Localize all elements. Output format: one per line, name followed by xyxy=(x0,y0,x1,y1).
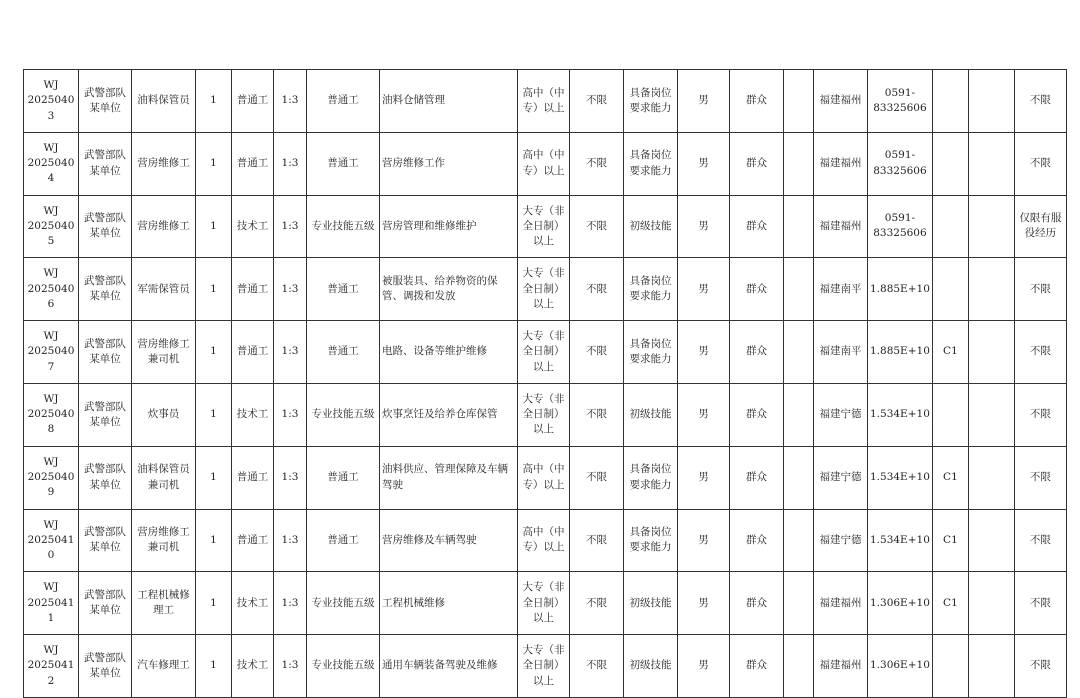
remark-cell: 不限 xyxy=(1014,70,1066,133)
contact-phone-cell: 1.306E+10 xyxy=(868,572,933,635)
work-location-cell: 福建福州 xyxy=(814,132,868,195)
worker-category-cell: 技术工 xyxy=(232,195,274,258)
position-code-cell: WJ 20250411 xyxy=(24,572,79,635)
driver-license-cell: C1 xyxy=(932,509,968,572)
driver-license-cell: C1 xyxy=(932,446,968,509)
worker-category-cell: 普通工 xyxy=(232,509,274,572)
hiring-count-cell: 1 xyxy=(196,635,232,698)
exam-ratio-cell: 1:3 xyxy=(274,195,307,258)
post-name-cell: 营房维修工 兼司机 xyxy=(132,509,196,572)
position-code-cell: WJ 20250407 xyxy=(24,321,79,384)
department-cell: 武警部队 某单位 xyxy=(79,70,132,133)
department-cell: 武警部队 某单位 xyxy=(79,509,132,572)
position-code-cell: WJ 20250405 xyxy=(24,195,79,258)
job-duty-cell: 工程机械维修 xyxy=(380,572,518,635)
work-location-cell: 福建宁德 xyxy=(814,446,868,509)
major-cell: 不限 xyxy=(570,446,624,509)
political-status-cell: 群众 xyxy=(730,195,784,258)
hiring-count-cell: 1 xyxy=(196,70,232,133)
department-cell: 武警部队 某单位 xyxy=(79,195,132,258)
empty-cell xyxy=(968,572,1014,635)
remark-cell: 仅限有服 役经历 xyxy=(1014,195,1066,258)
skill-level-cell: 专业技能五级 xyxy=(307,383,380,446)
remark-cell: 不限 xyxy=(1014,321,1066,384)
education-cell: 大专（非 全日制） 以上 xyxy=(518,258,570,321)
post-name-cell: 炊事员 xyxy=(132,383,196,446)
skill-requirement-cell: 初级技能 xyxy=(624,383,678,446)
job-duty-cell: 油料仓储管理 xyxy=(380,70,518,133)
work-location-cell: 福建南平 xyxy=(814,258,868,321)
political-status-cell: 群众 xyxy=(730,635,784,698)
position-code-cell: WJ 20250404 xyxy=(24,132,79,195)
contact-phone-cell: 1.306E+10 xyxy=(868,635,933,698)
hiring-count-cell: 1 xyxy=(196,321,232,384)
major-cell: 不限 xyxy=(570,195,624,258)
job-duty-cell: 通用车辆装备驾驶及维修 xyxy=(380,635,518,698)
skill-level-cell: 专业技能五级 xyxy=(307,572,380,635)
remark-cell: 不限 xyxy=(1014,572,1066,635)
work-location-cell: 福建宁德 xyxy=(814,383,868,446)
empty-cell xyxy=(968,258,1014,321)
skill-requirement-cell: 具备岗位 要求能力 xyxy=(624,321,678,384)
major-cell: 不限 xyxy=(570,635,624,698)
skill-requirement-cell: 具备岗位 要求能力 xyxy=(624,509,678,572)
major-cell: 不限 xyxy=(570,132,624,195)
remark-cell: 不限 xyxy=(1014,509,1066,572)
position-code-cell: WJ 20250406 xyxy=(24,258,79,321)
education-cell: 高中（中 专）以上 xyxy=(518,132,570,195)
empty-cell xyxy=(784,572,814,635)
empty-cell xyxy=(784,446,814,509)
empty-cell xyxy=(968,132,1014,195)
remark-cell: 不限 xyxy=(1014,258,1066,321)
worker-category-cell: 普通工 xyxy=(232,258,274,321)
driver-license-cell xyxy=(932,383,968,446)
gender-cell: 男 xyxy=(678,132,730,195)
empty-cell xyxy=(968,635,1014,698)
contact-phone-cell: 1.534E+10 xyxy=(868,509,933,572)
major-cell: 不限 xyxy=(570,321,624,384)
work-location-cell: 福建福州 xyxy=(814,635,868,698)
education-cell: 高中（中 专）以上 xyxy=(518,446,570,509)
skill-level-cell: 普通工 xyxy=(307,321,380,384)
gender-cell: 男 xyxy=(678,195,730,258)
hiring-count-cell: 1 xyxy=(196,509,232,572)
remark-cell: 不限 xyxy=(1014,446,1066,509)
education-cell: 高中（中 专）以上 xyxy=(518,70,570,133)
skill-level-cell: 普通工 xyxy=(307,446,380,509)
skill-requirement-cell: 具备岗位 要求能力 xyxy=(624,70,678,133)
major-cell: 不限 xyxy=(570,572,624,635)
department-cell: 武警部队 某单位 xyxy=(79,635,132,698)
worker-category-cell: 技术工 xyxy=(232,572,274,635)
job-duty-cell: 炊事烹饪及给养仓库保管 xyxy=(380,383,518,446)
hiring-count-cell: 1 xyxy=(196,258,232,321)
skill-level-cell: 普通工 xyxy=(307,132,380,195)
political-status-cell: 群众 xyxy=(730,258,784,321)
skill-requirement-cell: 具备岗位 要求能力 xyxy=(624,132,678,195)
contact-phone-cell: 0591- 83325606 xyxy=(868,132,933,195)
hiring-count-cell: 1 xyxy=(196,383,232,446)
work-location-cell: 福建福州 xyxy=(814,572,868,635)
job-listing-table xyxy=(23,69,1067,698)
exam-ratio-cell: 1:3 xyxy=(274,132,307,195)
remark-cell: 不限 xyxy=(1014,635,1066,698)
worker-category-cell: 普通工 xyxy=(232,132,274,195)
empty-cell xyxy=(968,446,1014,509)
worker-category-cell: 普通工 xyxy=(232,321,274,384)
political-status-cell: 群众 xyxy=(730,383,784,446)
driver-license-cell xyxy=(932,635,968,698)
major-cell: 不限 xyxy=(570,383,624,446)
skill-level-cell: 普通工 xyxy=(307,509,380,572)
skill-level-cell: 普通工 xyxy=(307,258,380,321)
driver-license-cell xyxy=(932,258,968,321)
empty-cell xyxy=(784,70,814,133)
empty-cell xyxy=(784,383,814,446)
remark-cell: 不限 xyxy=(1014,132,1066,195)
political-status-cell: 群众 xyxy=(730,132,784,195)
empty-cell xyxy=(784,195,814,258)
position-code-cell: WJ 20250408 xyxy=(24,383,79,446)
empty-cell xyxy=(784,258,814,321)
exam-ratio-cell: 1:3 xyxy=(274,70,307,133)
political-status-cell: 群众 xyxy=(730,572,784,635)
table-row xyxy=(24,132,1067,195)
contact-phone-cell: 0591- 83325606 xyxy=(868,70,933,133)
work-location-cell: 福建宁德 xyxy=(814,509,868,572)
driver-license-cell: C1 xyxy=(932,321,968,384)
post-name-cell: 油料保管员 兼司机 xyxy=(132,446,196,509)
exam-ratio-cell: 1:3 xyxy=(274,635,307,698)
department-cell: 武警部队 某单位 xyxy=(79,572,132,635)
hiring-count-cell: 1 xyxy=(196,572,232,635)
position-code-cell: WJ 20250410 xyxy=(24,509,79,572)
exam-ratio-cell: 1:3 xyxy=(274,572,307,635)
empty-cell xyxy=(968,509,1014,572)
major-cell: 不限 xyxy=(570,258,624,321)
skill-requirement-cell: 具备岗位 要求能力 xyxy=(624,446,678,509)
remark-cell: 不限 xyxy=(1014,383,1066,446)
post-name-cell: 军需保管员 xyxy=(132,258,196,321)
post-name-cell: 油料保管员 xyxy=(132,70,196,133)
contact-phone-cell: 1.885E+10 xyxy=(868,321,933,384)
exam-ratio-cell: 1:3 xyxy=(274,321,307,384)
job-duty-cell: 电路、设备等维护维修 xyxy=(380,321,518,384)
gender-cell: 男 xyxy=(678,321,730,384)
contact-phone-cell: 1.534E+10 xyxy=(868,383,933,446)
skill-requirement-cell: 具备岗位 要求能力 xyxy=(624,258,678,321)
table-row xyxy=(24,446,1067,509)
table-row xyxy=(24,258,1067,321)
department-cell: 武警部队 某单位 xyxy=(79,132,132,195)
exam-ratio-cell: 1:3 xyxy=(274,258,307,321)
major-cell: 不限 xyxy=(570,509,624,572)
education-cell: 大专（非 全日制） 以上 xyxy=(518,572,570,635)
empty-cell xyxy=(784,321,814,384)
contact-phone-cell: 1.885E+10 xyxy=(868,258,933,321)
worker-category-cell: 普通工 xyxy=(232,446,274,509)
education-cell: 大专（非 全日制） 以上 xyxy=(518,635,570,698)
work-location-cell: 福建南平 xyxy=(814,321,868,384)
education-cell: 大专（非 全日制） 以上 xyxy=(518,195,570,258)
work-location-cell: 福建福州 xyxy=(814,195,868,258)
worker-category-cell: 普通工 xyxy=(232,70,274,133)
job-duty-cell: 被服装具、给养物资的保管、调拨和发放 xyxy=(380,258,518,321)
table-row xyxy=(24,321,1067,384)
driver-license-cell xyxy=(932,70,968,133)
empty-cell xyxy=(968,321,1014,384)
job-duty-cell: 营房维修及车辆驾驶 xyxy=(380,509,518,572)
job-duty-cell: 营房维修工作 xyxy=(380,132,518,195)
gender-cell: 男 xyxy=(678,572,730,635)
contact-phone-cell: 0591- 83325606 xyxy=(868,195,933,258)
table-row xyxy=(24,572,1067,635)
skill-requirement-cell: 初级技能 xyxy=(624,572,678,635)
job-duty-cell: 营房管理和维修维护 xyxy=(380,195,518,258)
worker-category-cell: 技术工 xyxy=(232,383,274,446)
post-name-cell: 工程机械修 理工 xyxy=(132,572,196,635)
gender-cell: 男 xyxy=(678,70,730,133)
work-location-cell: 福建福州 xyxy=(814,70,868,133)
post-name-cell: 营房维修工 兼司机 xyxy=(132,321,196,384)
empty-cell xyxy=(968,70,1014,133)
skill-level-cell: 专业技能五级 xyxy=(307,195,380,258)
empty-cell xyxy=(784,509,814,572)
gender-cell: 男 xyxy=(678,258,730,321)
gender-cell: 男 xyxy=(678,383,730,446)
hiring-count-cell: 1 xyxy=(196,195,232,258)
position-code-cell: WJ 20250412 xyxy=(24,635,79,698)
political-status-cell: 群众 xyxy=(730,70,784,133)
political-status-cell: 群众 xyxy=(730,321,784,384)
table-row xyxy=(24,383,1067,446)
empty-cell xyxy=(784,132,814,195)
table-row xyxy=(24,70,1067,133)
table-row xyxy=(24,195,1067,258)
department-cell: 武警部队 某单位 xyxy=(79,446,132,509)
gender-cell: 男 xyxy=(678,635,730,698)
post-name-cell: 汽车修理工 xyxy=(132,635,196,698)
education-cell: 大专（非 全日制） 以上 xyxy=(518,383,570,446)
hiring-count-cell: 1 xyxy=(196,446,232,509)
education-cell: 大专（非 全日制） 以上 xyxy=(518,321,570,384)
political-status-cell: 群众 xyxy=(730,446,784,509)
exam-ratio-cell: 1:3 xyxy=(274,509,307,572)
position-code-cell: WJ 20250409 xyxy=(24,446,79,509)
post-name-cell: 营房维修工 xyxy=(132,195,196,258)
gender-cell: 男 xyxy=(678,446,730,509)
department-cell: 武警部队 某单位 xyxy=(79,383,132,446)
major-cell: 不限 xyxy=(570,70,624,133)
driver-license-cell xyxy=(932,132,968,195)
empty-cell xyxy=(968,195,1014,258)
skill-requirement-cell: 初级技能 xyxy=(624,635,678,698)
department-cell: 武警部队 某单位 xyxy=(79,258,132,321)
gender-cell: 男 xyxy=(678,509,730,572)
contact-phone-cell: 1.534E+10 xyxy=(868,446,933,509)
empty-cell xyxy=(968,383,1014,446)
table-row xyxy=(24,635,1067,698)
table-row xyxy=(24,509,1067,572)
exam-ratio-cell: 1:3 xyxy=(274,383,307,446)
education-cell: 高中（中 专）以上 xyxy=(518,509,570,572)
position-code-cell: WJ 20250403 xyxy=(24,70,79,133)
empty-cell xyxy=(784,635,814,698)
skill-requirement-cell: 初级技能 xyxy=(624,195,678,258)
job-duty-cell: 油料供应、管理保障及车辆驾驶 xyxy=(380,446,518,509)
skill-level-cell: 普通工 xyxy=(307,70,380,133)
department-cell: 武警部队 某单位 xyxy=(79,321,132,384)
hiring-count-cell: 1 xyxy=(196,132,232,195)
skill-level-cell: 专业技能五级 xyxy=(307,635,380,698)
worker-category-cell: 技术工 xyxy=(232,635,274,698)
driver-license-cell xyxy=(932,195,968,258)
driver-license-cell: C1 xyxy=(932,572,968,635)
post-name-cell: 营房维修工 xyxy=(132,132,196,195)
political-status-cell: 群众 xyxy=(730,509,784,572)
exam-ratio-cell: 1:3 xyxy=(274,446,307,509)
